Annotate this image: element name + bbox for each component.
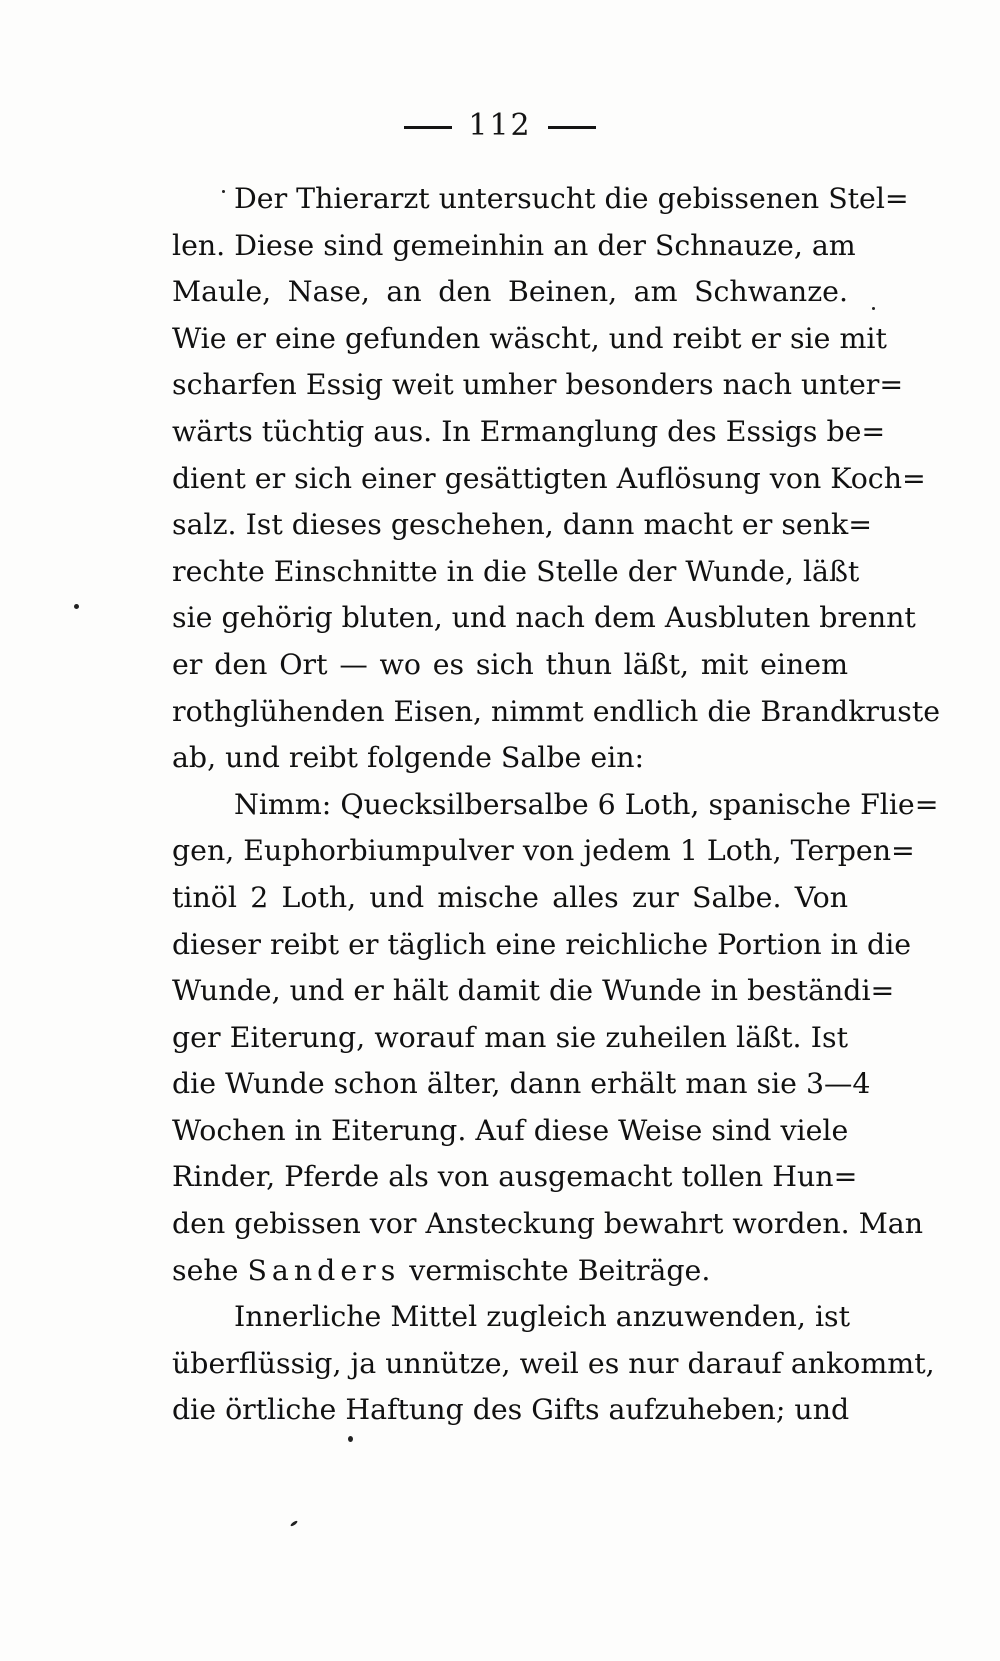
text-line: überflüssig, ja unnütze, weil es nur darauf ankommt, <box>172 1346 935 1380</box>
text-line: Nimm: Quecksilbersalbe 6 Loth, spanische Flie= <box>234 787 939 821</box>
text-line: ger Eiterung, worauf man sie zuheilen läßt. Ist <box>172 1020 848 1054</box>
text-line: Wie er eine gefunden wäscht, und reibt er sie mit <box>172 321 887 355</box>
text-line: gen, Euphorbiumpulver von jedem 1 Loth, Terpen= <box>172 834 915 868</box>
scan-speck <box>222 190 225 193</box>
text-line: die Wunde schon älter, dann erhält man sie 3—4 <box>172 1067 871 1101</box>
text-line: dient er sich einer gesättigten Auflösung von Koch= <box>172 461 926 495</box>
text-line: rothglühenden Eisen, nimmt endlich die Brandkruste <box>172 694 941 728</box>
text-line: rechte Einschnitte in die Stelle der Wunde, läßt <box>172 554 860 588</box>
text-line: Wunde, und er hält damit die Wunde in beständi= <box>172 974 895 1008</box>
text-line: Innerliche Mittel zugleich anzuwenden, ist <box>234 1300 850 1334</box>
text-line: ab, und reibt folgende Salbe ein: <box>172 741 645 775</box>
text-line: Rinder, Pferde als von ausgemacht tollen Hun= <box>172 1160 858 1194</box>
text-line: Maule, Nase, an den Beinen, am Schwanze. <box>172 275 848 309</box>
header-dash-left <box>404 126 452 129</box>
text-line: dieser reibt er täglich eine reichliche Portion in die <box>172 927 912 961</box>
text-line: wärts tüchtig aus. In Ermanglung des Essigs be= <box>172 414 886 448</box>
text-line: sie gehörig bluten, und nach dem Ausbluten brennt <box>172 601 916 635</box>
text-line-final <box>172 1248 848 1295</box>
page-number: 112 <box>468 108 532 143</box>
body-text <box>172 176 941 1434</box>
scan-speck <box>74 604 79 609</box>
scan-speck <box>872 307 875 310</box>
author-name-spaced: Sanders <box>247 1253 401 1287</box>
page-header <box>0 108 1000 143</box>
text-line: scharfen Essig weit umher besonders nach unter= <box>172 368 904 402</box>
text-line: die örtliche Haftung des Gifts aufzuheben; und <box>172 1393 850 1427</box>
paragraph-2 <box>172 782 939 1295</box>
text-fragment: vermischte Beiträge. <box>400 1253 711 1287</box>
paragraph-1 <box>172 176 941 782</box>
text-line: tinöl 2 Loth, und mische alles zur Salbe. Von <box>172 880 848 914</box>
text-line: Der Thierarzt untersucht die gebissenen Stel= <box>234 182 909 215</box>
text-line: den gebissen vor Ansteckung bewahrt worden. Man <box>172 1207 923 1241</box>
scan-speck <box>290 1520 298 1527</box>
paragraph-3 <box>172 1294 935 1434</box>
text-line: salz. Ist dieses geschehen, dann macht er senk= <box>172 508 872 542</box>
text-fragment: sehe <box>172 1253 248 1287</box>
scan-speck <box>348 1436 353 1442</box>
text-line: len. Diese sind gemeinhin an der Schnauze, am <box>172 228 856 262</box>
text-line: Wochen in Eiterung. Auf diese Weise sind viele <box>172 1113 849 1147</box>
text-line: er den Ort — wo es sich thun läßt, mit einem <box>172 647 848 681</box>
header-dash-right <box>548 126 596 129</box>
